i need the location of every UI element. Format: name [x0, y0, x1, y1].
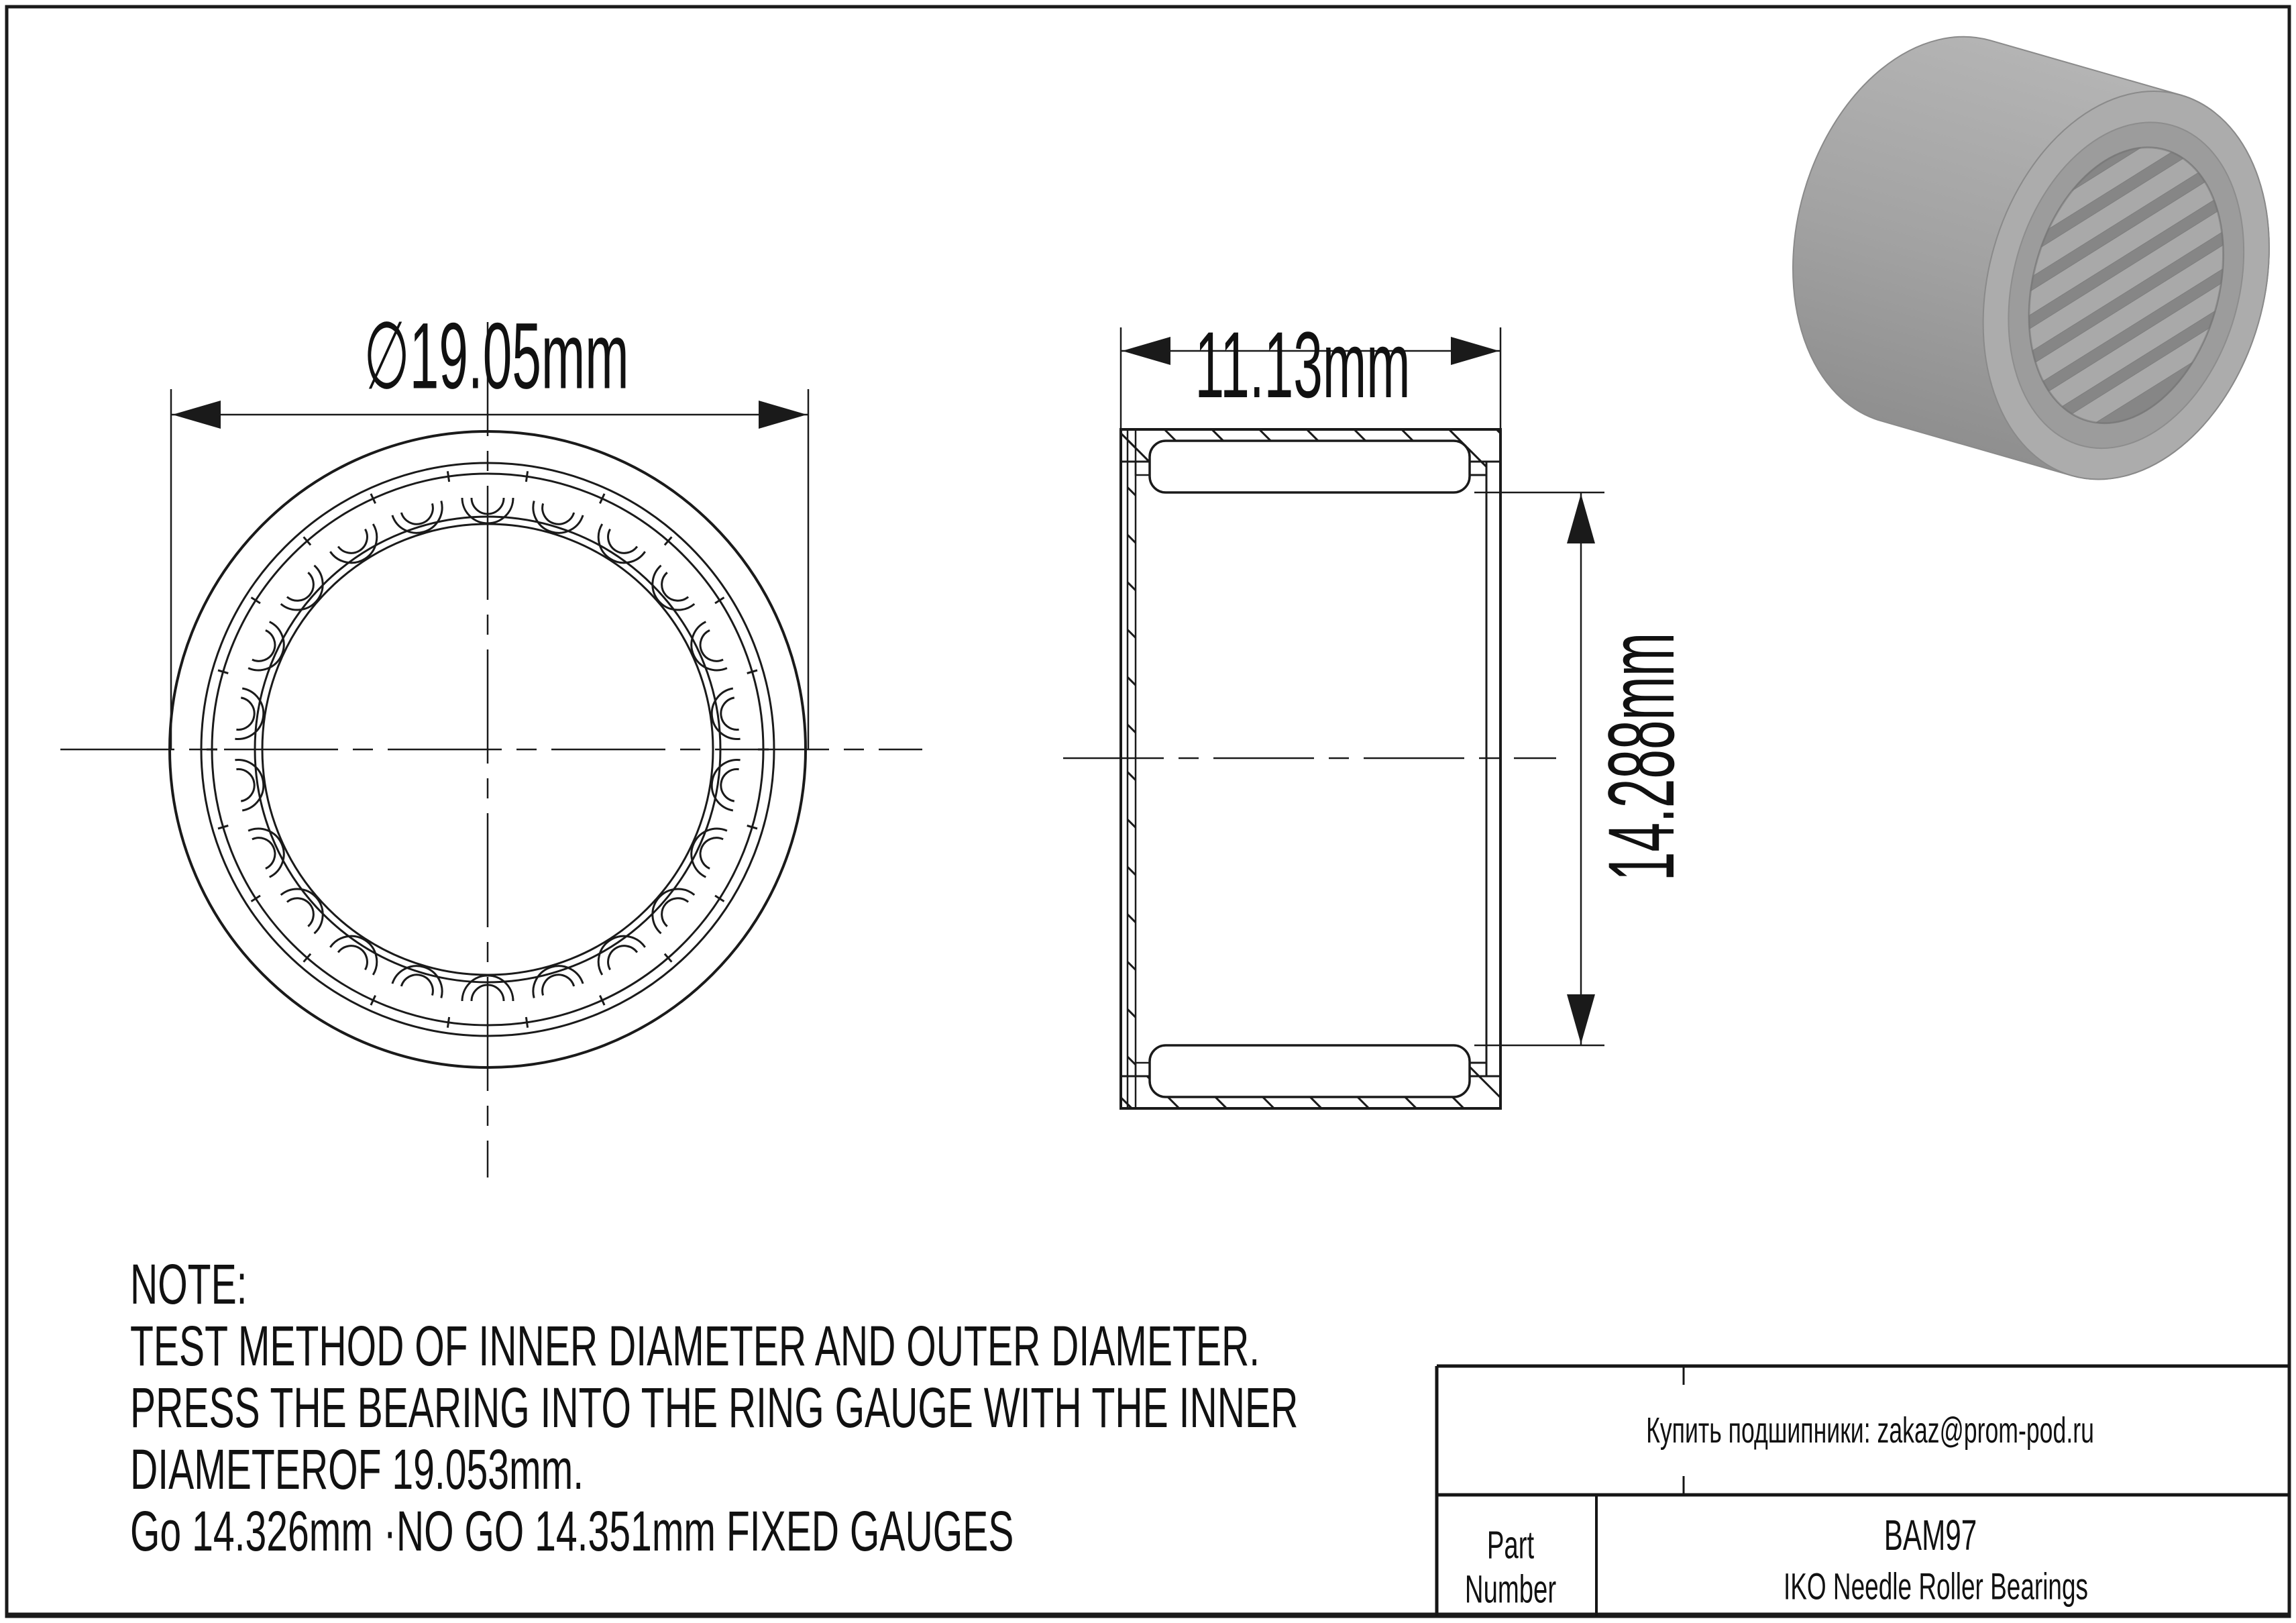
arrow-left-icon — [1122, 337, 1170, 365]
part-number-text: BAM97 — [1883, 1511, 1977, 1559]
front-view-drawing — [60, 322, 922, 1177]
note-line: DIAMETEROF 19.053mm. — [130, 1438, 584, 1501]
bearing-3d-render — [1706, 0, 2296, 596]
note-line: Go 14.326mm ·NO GO 14.351mm FIXED GAUGES — [130, 1500, 1014, 1563]
contact-text: Купить подшипники: zakaz@prom-pod.ru — [1646, 1410, 2094, 1451]
part-label-line1: Part — [1486, 1523, 1535, 1567]
arrow-up-icon — [1567, 494, 1595, 543]
product-line-text: IKO Needle Roller Bearings — [1783, 1565, 2089, 1608]
arrow-left-icon — [172, 401, 221, 429]
arrow-right-icon — [1451, 337, 1499, 365]
front-centerlines — [60, 322, 922, 1177]
section-height-dimension — [1474, 492, 1604, 1045]
front-diameter-dimension — [171, 389, 808, 749]
arrow-down-icon — [1567, 994, 1595, 1044]
note-line: PRESS THE BEARING INTO THE RING GAUGE WITH THE INNER — [130, 1376, 1299, 1439]
front-diameter-dimension-label: ∅19.05mm — [364, 303, 629, 409]
section-height-dimension-label: 14.288mm — [1588, 632, 1694, 882]
note-title: NOTE: — [130, 1253, 248, 1316]
arrow-right-icon — [759, 401, 807, 429]
section-width-dimension-label: 11.13mm — [1195, 312, 1411, 417]
section-view-drawing — [1063, 327, 1604, 1108]
note-line: TEST METHOD OF INNER DIAMETER AND OUTER DIAMETER. — [130, 1314, 1260, 1377]
part-label-line2: Number — [1464, 1567, 1557, 1612]
